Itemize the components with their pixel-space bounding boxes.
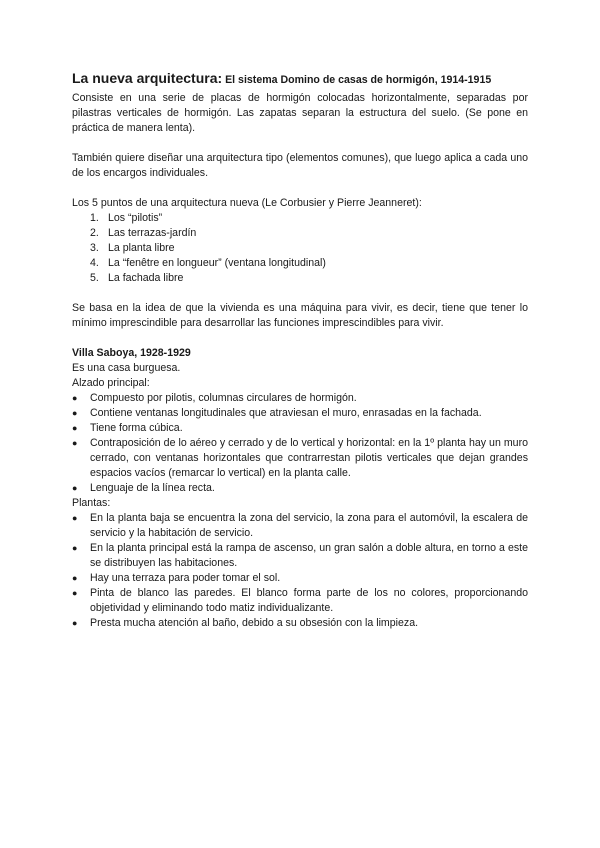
- bullet-icon: ●: [72, 573, 78, 583]
- plantas-list: [72, 511, 528, 631]
- puntos-list: [72, 211, 528, 286]
- list-item: [72, 256, 528, 271]
- list-number: 5.: [90, 272, 99, 284]
- bullet-icon: ●: [72, 543, 78, 553]
- bullet-icon: ●: [72, 423, 78, 433]
- list-item-text: En la planta principal está la rampa de ascenso, un gran salón a doble altura, en torno a este se distribuyen las habitaciones.: [90, 542, 528, 569]
- villa-description: Es una casa burguesa.: [72, 362, 181, 374]
- list-item: [72, 391, 528, 406]
- list-item-text: Hay una terraza para poder tomar el sol.: [90, 572, 281, 584]
- bullet-icon: ●: [72, 408, 78, 418]
- bullet-icon: ●: [72, 618, 78, 628]
- list-item-text: Los “pilotis”: [108, 212, 163, 224]
- bullet-icon: ●: [72, 588, 78, 598]
- bullet-icon: ●: [72, 513, 78, 523]
- list-item-text: Compuesto por pilotis, columnas circulares de hormigón.: [90, 392, 357, 404]
- title-main: La nueva arquitectura:: [72, 70, 223, 86]
- spacer: [72, 181, 528, 196]
- list-number: 2.: [90, 227, 99, 239]
- list-item: [72, 421, 528, 436]
- document-title: [72, 70, 528, 89]
- list-item-text: Contiene ventanas longitudinales que atraviesan el muro, enrasadas en la fachada.: [90, 407, 482, 419]
- spacer: [72, 286, 528, 301]
- list-item-text: La “fenêtre en longueur” (ventana longitudinal): [108, 257, 326, 269]
- list-item: [72, 586, 528, 616]
- list-item: [72, 241, 528, 256]
- villa-saboya-heading: Villa Saboya, 1928-1929: [72, 347, 191, 359]
- list-item-text: Lenguaje de la línea recta.: [90, 482, 215, 494]
- list-item-text: Contraposición de lo aéreo y cerrado y de lo vertical y horizontal: en la 1º planta hay un muro cerrado, con ventanas horizontales que contrarrestan pilotis verticales que dejan grandes espacios vacíos (remarcar lo vertical) en la planta calle.: [90, 437, 528, 479]
- list-number: 3.: [90, 242, 99, 254]
- list-number: 4.: [90, 257, 99, 269]
- list-item: [72, 541, 528, 571]
- puntos-intro: Los 5 puntos de una arquitectura nueva (Le Corbusier y Pierre Jeanneret):: [72, 197, 422, 209]
- list-item: [72, 436, 528, 481]
- list-item: [72, 616, 528, 631]
- list-number: 1.: [90, 212, 99, 224]
- list-item-text: Las terrazas-jardín: [108, 227, 197, 239]
- document-page: [72, 70, 528, 631]
- list-item: [72, 571, 528, 586]
- list-item: [72, 511, 528, 541]
- plantas-label: Plantas:: [72, 497, 111, 509]
- alzado-list: [72, 391, 528, 496]
- bullet-icon: ●: [72, 393, 78, 403]
- bullet-icon: ●: [72, 483, 78, 493]
- list-item: [72, 226, 528, 241]
- maquina-paragraph: Se basa en la idea de que la vivienda es una máquina para vivir, es decir, tiene que tener lo mínimo imprescindible para desarrollar las funciones imprescindibles para vivir.: [72, 302, 528, 329]
- bullet-icon: ●: [72, 438, 78, 448]
- spacer: [72, 331, 528, 346]
- list-item-text: Presta mucha atención al baño, debido a su obsesión con la limpieza.: [90, 617, 419, 629]
- list-item-text: En la planta baja se encuentra la zona del servicio, la zona para el automóvil, la escalera de servicio y la habitación de servicio.: [90, 512, 528, 539]
- list-item-text: Tiene forma cúbica.: [90, 422, 183, 434]
- list-item-text: La planta libre: [108, 242, 175, 254]
- spacer: [72, 136, 528, 151]
- list-item: [72, 211, 528, 226]
- list-item: [72, 271, 528, 286]
- intro-paragraph: Consiste en una serie de placas de hormigón colocadas horizontalmente, separadas por pilastras verticales de hormigón. Las zapatas separan la estructura del suelo. (Se pone en práctica de manera lenta).: [72, 92, 528, 134]
- list-item: [72, 481, 528, 496]
- list-item-text: La fachada libre: [108, 272, 184, 284]
- list-item: [72, 406, 528, 421]
- alzado-label: Alzado principal:: [72, 377, 150, 389]
- list-item-text: Pinta de blanco las paredes. El blanco forma parte de los no colores, proporcionando objetividad y eliminando todo matiz individualizante.: [90, 587, 528, 614]
- title-subtitle: El sistema Domino de casas de hormigón, 1914-1915: [225, 74, 492, 86]
- tipo-paragraph: También quiere diseñar una arquitectura tipo (elementos comunes), que luego aplica a cada uno de los encargos individuales.: [72, 152, 528, 179]
